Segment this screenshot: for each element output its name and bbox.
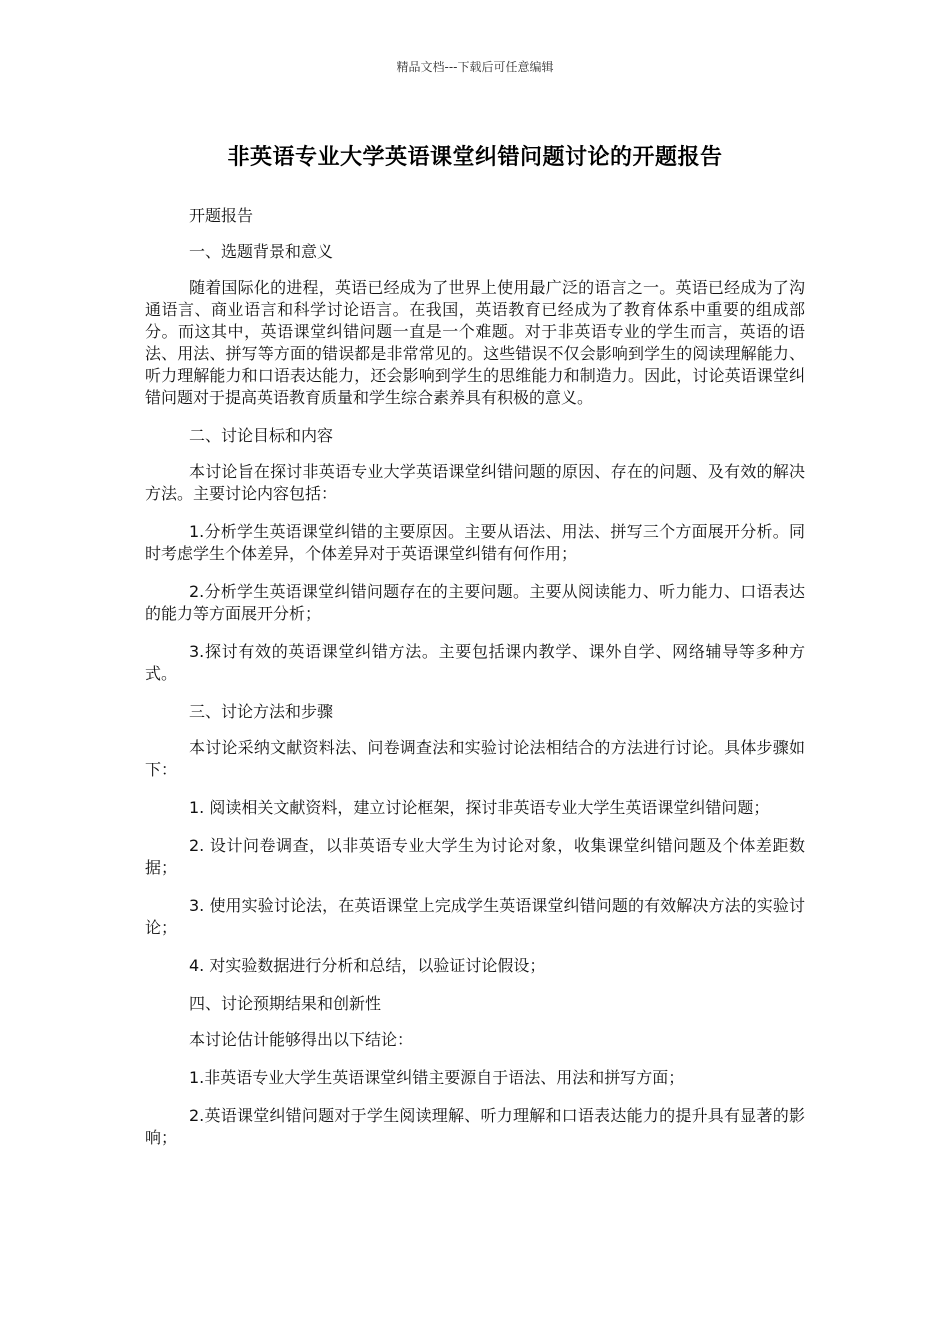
- paragraph-background: 随着国际化的进程，英语已经成为了世界上使用最广泛的语言之一。英语已经成为了沟通语言、商业语言和科学讨论语言。在我国，英语教育已经成为了教育体系中重要的组成部分。而这其中，英语课堂纠错问题一直是一个难题。对于非英语专业的学生而言，英语的语法、用法、拼写等方面的错误都是非常常见的。这些错误不仅会影响到学生的阅读理解能力、听力理解能力和口语表达能力，还会影响到学生的思维能力和制造力。因此，讨论英语课堂纠错问题对于提高英语教育质量和学生综合素养具有积极的意义。: [145, 278, 805, 407]
- header-note: 精品文档---下载后可任意编辑: [396, 60, 554, 74]
- list-item-step-3: 3. 使用实验讨论法，在英语课堂上完成学生英语课堂纠错问题的有效解决方法的实验讨论；: [145, 896, 805, 937]
- section-heading-2: 二、讨论目标和内容: [189, 426, 334, 445]
- list-item-goal-1: 1.分析学生英语课堂纠错的主要原因。主要从语法、用法、拼写三个方面展开分析。同时考虑学生个体差异，个体差异对于英语课堂纠错有何作用；: [145, 522, 805, 563]
- paragraph-methods-intro: 本讨论采纳文献资料法、问卷调查法和实验讨论法相结合的方法进行讨论。具体步骤如下：: [145, 738, 805, 779]
- document-title: 非英语专业大学英语课堂纠错问题讨论的开题报告: [227, 145, 723, 170]
- list-item-step-1: 1. 阅读相关文献资料，建立讨论框架，探讨非英语专业大学生英语课堂纠错问题；: [189, 798, 770, 817]
- section-heading-3: 三、讨论方法和步骤: [189, 702, 334, 721]
- document-body: [145, 205, 805, 1165]
- list-item-step-4: 4. 对实验数据进行分析和总结，以验证讨论假设；: [189, 956, 546, 975]
- paragraph-goals-intro: 本讨论旨在探讨非英语专业大学英语课堂纠错问题的原因、存在的问题、及有效的解决方法。主要讨论内容包括：: [145, 462, 805, 503]
- list-item-result-1: 1.非英语专业大学生英语课堂纠错主要源自于语法、用法和拼写方面；: [189, 1068, 685, 1087]
- list-item-goal-2: 2.分析学生英语课堂纠错问题存在的主要问题。主要从阅读能力、听力能力、口语表达的能力等方面展开分析；: [145, 582, 805, 623]
- list-item-goal-3: 3.探讨有效的英语课堂纠错方法。主要包括课内教学、课外自学、网络辅导等多种方式。: [145, 642, 805, 683]
- section-heading-1: 一、选题背景和意义: [189, 242, 334, 261]
- paragraph-report-label: 开题报告: [189, 206, 254, 225]
- list-item-result-2: 2.英语课堂纠错问题对于学生阅读理解、听力理解和口语表达能力的提升具有显著的影响；: [145, 1106, 805, 1147]
- list-item-step-2: 2. 设计问卷调查，以非英语专业大学生为讨论对象，收集课堂纠错问题及个体差距数据；: [145, 836, 805, 877]
- section-heading-4: 四、讨论预期结果和创新性: [189, 994, 382, 1013]
- paragraph-results-intro: 本讨论估计能够得出以下结论：: [189, 1030, 414, 1049]
